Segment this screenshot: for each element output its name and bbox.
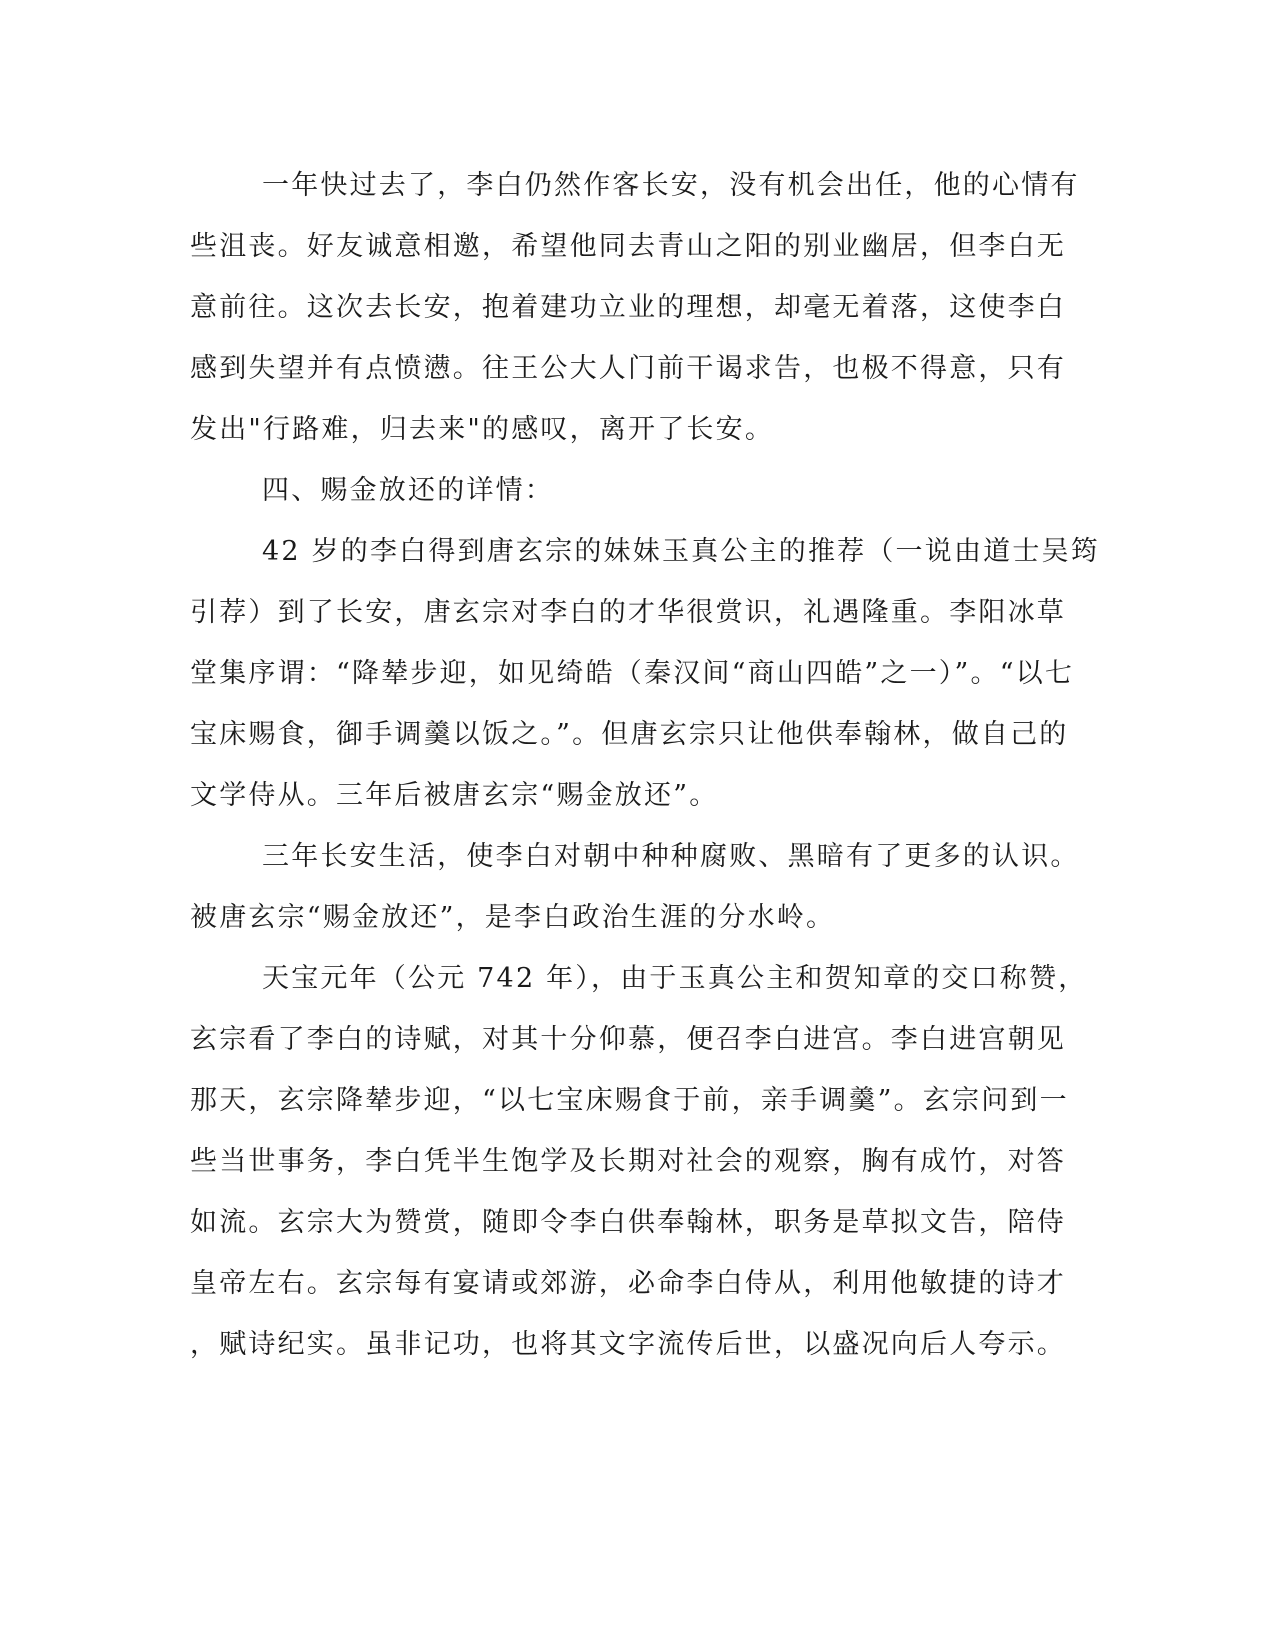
paragraph-line: 意前往。这次去长安，抱着建功立业的理想，却毫无着落，这使李白 bbox=[190, 292, 1066, 323]
paragraph-line: 皇帝左右。玄宗每有宴请或郊游，必命李白侍从，利用他敏捷的诗才 bbox=[190, 1268, 1066, 1299]
paragraph-line: 感到失望并有点愤懑。往王公大人门前干谒求告，也极不得意，只有 bbox=[190, 353, 1066, 384]
paragraph-line: ，赋诗纪实。虽非记功，也将其文字流传后世，以盛况向后人夸示。 bbox=[190, 1329, 1066, 1360]
paragraph-line: 玄宗看了李白的诗赋，对其十分仰慕，便召李白进宫。李白进宫朝见 bbox=[190, 1024, 1066, 1055]
paragraph-1 bbox=[190, 155, 1080, 460]
paragraph-line: 如流。玄宗大为赞赏，随即令李白供奉翰林，职务是草拟文告，陪侍 bbox=[190, 1207, 1066, 1238]
paragraph-line: 些沮丧。好友诚意相邀，希望他同去青山之阳的别业幽居，但李白无 bbox=[190, 231, 1066, 262]
paragraph-3 bbox=[190, 826, 1080, 948]
paragraph-line: 堂集序谓：“降辇步迎，如见绮皓（秦汉间“商山四皓”之一）”。“以七 bbox=[190, 658, 1075, 689]
paragraph-line: 发出"行路难，归去来"的感叹，离开了长安。 bbox=[190, 414, 775, 445]
paragraph-line: 被唐玄宗“赐金放还”，是李白政治生涯的分水岭。 bbox=[190, 902, 836, 933]
paragraph-line: 三年长安生活，使李白对朝中种种腐败、黑暗有了更多的认识。 bbox=[262, 841, 1080, 872]
paragraph-line: 天宝元年（公元 742 年），由于玉真公主和贺知章的交口称赞， bbox=[262, 963, 1088, 994]
paragraph-line: 一年快过去了，李白仍然作客长安，没有机会出任，他的心情有 bbox=[262, 170, 1080, 201]
paragraph-2 bbox=[190, 521, 1100, 826]
document-body bbox=[190, 155, 1100, 1375]
paragraph-line: 42 岁的李白得到唐玄宗的妹妹玉真公主的推荐（一说由道士吴筠 bbox=[262, 536, 1100, 567]
paragraph-line: 些当世事务，李白凭半生饱学及长期对社会的观察，胸有成竹，对答 bbox=[190, 1146, 1066, 1177]
paragraph-line: 宝床赐食，御手调羹以饭之。”。但唐玄宗只让他供奉翰林，做自己的 bbox=[190, 719, 1069, 750]
section-heading: 四、赐金放还的详情： bbox=[262, 475, 554, 506]
paragraph-line: 引荐）到了长安，唐玄宗对李白的才华很赏识，礼遇隆重。李阳冰草 bbox=[190, 597, 1066, 628]
paragraph-line: 文学侍从。三年后被唐玄宗“赐金放还”。 bbox=[190, 780, 719, 811]
paragraph-line: 那天，玄宗降辇步迎，“以七宝床赐食于前，亲手调羹”。玄宗问到一 bbox=[190, 1085, 1069, 1116]
paragraph-4 bbox=[190, 948, 1088, 1375]
